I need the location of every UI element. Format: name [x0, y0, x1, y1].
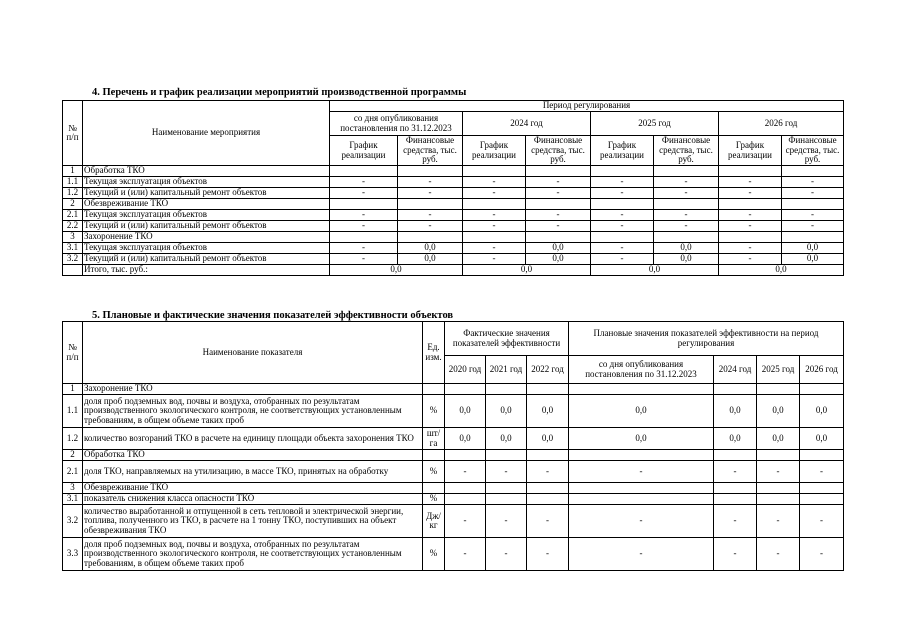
- row-number: 2: [63, 450, 83, 461]
- value-cell: -: [591, 254, 654, 265]
- table-row: [63, 384, 844, 395]
- value-cell: 0,0: [757, 428, 800, 450]
- unit-cell: %: [423, 494, 445, 505]
- value-cell: [654, 166, 719, 177]
- value-cell: -: [527, 461, 569, 483]
- row-number: 3.2: [63, 254, 83, 265]
- indicator-name: доля проб подземных вод, почвы и воздуха, отобранных по результатам производственного экологического контроля, не соответствующих установленным требованиям, в общем объеме таких проб: [83, 538, 423, 571]
- value-cell: [719, 166, 782, 177]
- value-cell: -: [719, 188, 782, 199]
- value-cell: -: [591, 177, 654, 188]
- header-num: № п/п: [63, 101, 83, 166]
- table-row: [63, 188, 844, 199]
- value-cell: -: [445, 505, 486, 538]
- value-cell: -: [757, 461, 800, 483]
- value-cell: [527, 483, 569, 494]
- header-publication: со дня опубликования постановления по 31.12.2023: [569, 356, 714, 384]
- value-cell: -: [463, 188, 526, 199]
- value-cell: -: [463, 177, 526, 188]
- value-cell: [398, 232, 463, 243]
- empty-cell: [63, 265, 83, 276]
- table-row: [63, 199, 844, 210]
- value-cell: -: [445, 461, 486, 483]
- value-cell: [486, 494, 527, 505]
- row-number: 2.1: [63, 461, 83, 483]
- indicator-name: показатель снижения класса опасности ТКО: [83, 494, 423, 505]
- value-cell: -: [719, 243, 782, 254]
- value-cell: [654, 232, 719, 243]
- value-cell: [527, 494, 569, 505]
- value-cell: [569, 450, 714, 461]
- value-cell: -: [800, 461, 844, 483]
- value-cell: [591, 166, 654, 177]
- header-publication: со дня опубликования постановления по 31.12.2023: [330, 112, 463, 136]
- table-row: [63, 494, 844, 505]
- value-cell: [800, 483, 844, 494]
- value-cell: 0,0: [486, 428, 527, 450]
- indicator-name: количество возгораний ТКО в расчете на единицу площади объекта захоронения ТКО: [83, 428, 423, 450]
- indicator-name: количество выработанной и отпущенной в сеть тепловой и электрической энергии, топлива, полученного из ТКО, в расчете на 1 тонну ТКО, поступивших на объект обезвреживания ТКО: [83, 505, 423, 538]
- row-number: 1.1: [63, 177, 83, 188]
- value-cell: -: [463, 243, 526, 254]
- value-cell: [486, 450, 527, 461]
- value-cell: -: [569, 505, 714, 538]
- value-cell: 0,0: [800, 395, 844, 428]
- unit-cell: шт/га: [423, 428, 445, 450]
- header-year-2026: 2026 год: [800, 356, 844, 384]
- value-cell: -: [486, 505, 527, 538]
- value-cell: 0,0: [782, 254, 844, 265]
- value-cell: [782, 166, 844, 177]
- row-number: 3.1: [63, 243, 83, 254]
- value-cell: -: [463, 254, 526, 265]
- value-cell: -: [654, 221, 719, 232]
- value-cell: 0,0: [782, 243, 844, 254]
- header-schedule: График реализации: [591, 136, 654, 166]
- row-number: 3: [63, 483, 83, 494]
- table-row: [63, 254, 844, 265]
- value-cell: [757, 483, 800, 494]
- value-cell: [526, 166, 591, 177]
- event-name: Текущая эксплуатация объектов: [83, 177, 330, 188]
- header-year-2026: 2026 год: [719, 112, 844, 136]
- table-row: [63, 395, 844, 428]
- value-cell: -: [654, 188, 719, 199]
- row-number: 2.1: [63, 210, 83, 221]
- value-cell: [569, 494, 714, 505]
- table-row: [63, 505, 844, 538]
- value-cell: [757, 494, 800, 505]
- header-year-2025: 2025 год: [757, 356, 800, 384]
- value-cell: -: [526, 210, 591, 221]
- value-cell: [654, 199, 719, 210]
- section-4-title: 4. Перечень и график реализации мероприятий производственной программы: [92, 87, 467, 98]
- value-cell: -: [398, 177, 463, 188]
- value-cell: -: [591, 221, 654, 232]
- value-cell: [800, 384, 844, 395]
- value-cell: -: [757, 538, 800, 571]
- table-row: [63, 243, 844, 254]
- unit-cell: %: [423, 395, 445, 428]
- value-cell: [526, 232, 591, 243]
- value-cell: -: [330, 210, 398, 221]
- value-cell: -: [714, 538, 757, 571]
- header-finance: Финансовые средства, тыс. руб.: [654, 136, 719, 166]
- header-schedule: График реализации: [330, 136, 398, 166]
- header-period: Период регулирования: [330, 101, 844, 112]
- value-cell: -: [714, 461, 757, 483]
- value-cell: -: [526, 188, 591, 199]
- value-cell: [719, 199, 782, 210]
- value-cell: -: [782, 210, 844, 221]
- total-value: 0,0: [719, 265, 844, 276]
- total-value: 0,0: [463, 265, 591, 276]
- table-row: [63, 177, 844, 188]
- value-cell: 0,0: [654, 243, 719, 254]
- value-cell: -: [591, 188, 654, 199]
- value-cell: [486, 384, 527, 395]
- value-cell: -: [714, 505, 757, 538]
- total-label: Итого, тыс. руб.:: [83, 265, 330, 276]
- value-cell: -: [719, 221, 782, 232]
- value-cell: 0,0: [714, 395, 757, 428]
- value-cell: -: [330, 221, 398, 232]
- value-cell: -: [757, 505, 800, 538]
- header-indicator-name: Наименование показателя: [83, 322, 423, 384]
- unit-cell: %: [423, 538, 445, 571]
- value-cell: [398, 199, 463, 210]
- total-row: [63, 265, 844, 276]
- value-cell: [445, 450, 486, 461]
- value-cell: 0,0: [800, 428, 844, 450]
- event-name: Текущий и (или) капитальный ремонт объектов: [83, 254, 330, 265]
- value-cell: -: [526, 221, 591, 232]
- header-year-2020: 2020 год: [445, 356, 486, 384]
- table-row: [63, 538, 844, 571]
- value-cell: 0,0: [398, 243, 463, 254]
- table-row: [63, 210, 844, 221]
- value-cell: -: [486, 461, 527, 483]
- value-cell: -: [445, 538, 486, 571]
- value-cell: 0,0: [714, 428, 757, 450]
- header-year-2021: 2021 год: [486, 356, 527, 384]
- row-number: 1.2: [63, 188, 83, 199]
- value-cell: 0,0: [654, 254, 719, 265]
- value-cell: 0,0: [569, 395, 714, 428]
- unit-cell: [423, 450, 445, 461]
- header-schedule: График реализации: [463, 136, 526, 166]
- value-cell: -: [800, 538, 844, 571]
- value-cell: [569, 384, 714, 395]
- unit-cell: [423, 384, 445, 395]
- value-cell: -: [569, 538, 714, 571]
- header-unit: Ед. изм.: [423, 322, 445, 384]
- event-name: Текущая эксплуатация объектов: [83, 210, 330, 221]
- value-cell: -: [719, 254, 782, 265]
- value-cell: [714, 483, 757, 494]
- value-cell: 0,0: [527, 428, 569, 450]
- table-row: [63, 461, 844, 483]
- value-cell: [330, 199, 398, 210]
- indicator-name: Обезвреживание ТКО: [83, 483, 423, 494]
- value-cell: 0,0: [526, 243, 591, 254]
- value-cell: -: [330, 254, 398, 265]
- indicator-name: доля проб подземных вод, почвы и воздуха, отобранных по результатам производственного экологического контроля, не соответствующих установленным требованиям, в общем объеме таких проб: [83, 395, 423, 428]
- value-cell: 0,0: [526, 254, 591, 265]
- event-name: Обработка ТКО: [83, 166, 330, 177]
- value-cell: 0,0: [486, 395, 527, 428]
- unit-cell: %: [423, 461, 445, 483]
- value-cell: -: [591, 243, 654, 254]
- value-cell: -: [398, 221, 463, 232]
- section-5-title: 5. Плановые и фактические значения показателей эффективности объектов: [92, 310, 454, 321]
- value-cell: -: [527, 505, 569, 538]
- header-year-2024: 2024 год: [714, 356, 757, 384]
- value-cell: 0,0: [445, 428, 486, 450]
- value-cell: -: [719, 177, 782, 188]
- value-cell: [463, 199, 526, 210]
- row-number: 3: [63, 232, 83, 243]
- value-cell: [757, 384, 800, 395]
- value-cell: -: [782, 221, 844, 232]
- table-row: [63, 232, 844, 243]
- value-cell: [398, 166, 463, 177]
- value-cell: [800, 450, 844, 461]
- value-cell: -: [654, 177, 719, 188]
- value-cell: -: [486, 538, 527, 571]
- table-row: [63, 221, 844, 232]
- table-row: [63, 483, 844, 494]
- value-cell: [330, 166, 398, 177]
- row-number: 1: [63, 384, 83, 395]
- efficiency-indicators-table: [62, 321, 844, 571]
- total-value: 0,0: [330, 265, 463, 276]
- value-cell: 0,0: [527, 395, 569, 428]
- value-cell: [714, 450, 757, 461]
- value-cell: [463, 166, 526, 177]
- table-row: [63, 428, 844, 450]
- value-cell: [526, 199, 591, 210]
- value-cell: [445, 494, 486, 505]
- value-cell: [527, 450, 569, 461]
- header-finance: Финансовые средства, тыс. руб.: [782, 136, 844, 166]
- row-number: 3.1: [63, 494, 83, 505]
- value-cell: -: [654, 210, 719, 221]
- value-cell: -: [463, 210, 526, 221]
- header-schedule: График реализации: [719, 136, 782, 166]
- header-actual-values: Фактические значения показателей эффективности: [445, 322, 569, 356]
- value-cell: -: [398, 188, 463, 199]
- value-cell: [714, 384, 757, 395]
- value-cell: -: [330, 243, 398, 254]
- indicator-name: Захоронение ТКО: [83, 384, 423, 395]
- value-cell: -: [463, 221, 526, 232]
- table-row: [63, 166, 844, 177]
- value-cell: 0,0: [757, 395, 800, 428]
- value-cell: [800, 494, 844, 505]
- value-cell: [591, 199, 654, 210]
- value-cell: -: [330, 177, 398, 188]
- value-cell: -: [526, 177, 591, 188]
- value-cell: [719, 232, 782, 243]
- value-cell: [330, 232, 398, 243]
- unit-cell: Дж/кг: [423, 505, 445, 538]
- value-cell: [463, 232, 526, 243]
- value-cell: [782, 232, 844, 243]
- header-finance: Финансовые средства, тыс. руб.: [526, 136, 591, 166]
- value-cell: -: [527, 538, 569, 571]
- total-value: 0,0: [591, 265, 719, 276]
- value-cell: 0,0: [445, 395, 486, 428]
- unit-cell: [423, 483, 445, 494]
- header-num: № п/п: [63, 322, 83, 384]
- value-cell: 0,0: [398, 254, 463, 265]
- value-cell: -: [719, 210, 782, 221]
- value-cell: -: [782, 177, 844, 188]
- event-name: Текущий и (или) капитальный ремонт объектов: [83, 188, 330, 199]
- header-finance: Финансовые средства, тыс. руб.: [398, 136, 463, 166]
- header-planned-values: Плановые значения показателей эффективности на период регулирования: [569, 322, 844, 356]
- value-cell: -: [782, 188, 844, 199]
- value-cell: [445, 384, 486, 395]
- production-program-table: [62, 100, 844, 276]
- value-cell: -: [569, 461, 714, 483]
- value-cell: [782, 199, 844, 210]
- indicator-name: доля ТКО, направляемых на утилизацию, в массе ТКО, принятых на обработку: [83, 461, 423, 483]
- row-number: 3.2: [63, 505, 83, 538]
- indicator-name: Обработка ТКО: [83, 450, 423, 461]
- table-row: [63, 450, 844, 461]
- value-cell: [757, 450, 800, 461]
- row-number: 3.3: [63, 538, 83, 571]
- row-number: 1.1: [63, 395, 83, 428]
- row-number: 2: [63, 199, 83, 210]
- header-year-2024: 2024 год: [463, 112, 591, 136]
- value-cell: [445, 483, 486, 494]
- value-cell: [714, 494, 757, 505]
- value-cell: [486, 483, 527, 494]
- value-cell: -: [591, 210, 654, 221]
- row-number: 1: [63, 166, 83, 177]
- value-cell: 0,0: [569, 428, 714, 450]
- event-name: Текущий и (или) капитальный ремонт объектов: [83, 221, 330, 232]
- row-number: 1.2: [63, 428, 83, 450]
- value-cell: -: [800, 505, 844, 538]
- header-year-2022: 2022 год: [527, 356, 569, 384]
- header-event-name: Наименование мероприятия: [83, 101, 330, 166]
- event-name: Обезвреживание ТКО: [83, 199, 330, 210]
- value-cell: [527, 384, 569, 395]
- value-cell: [569, 483, 714, 494]
- row-number: 2.2: [63, 221, 83, 232]
- event-name: Захоронение ТКО: [83, 232, 330, 243]
- value-cell: -: [330, 188, 398, 199]
- value-cell: -: [398, 210, 463, 221]
- header-year-2025: 2025 год: [591, 112, 719, 136]
- value-cell: [591, 232, 654, 243]
- event-name: Текущая эксплуатация объектов: [83, 243, 330, 254]
